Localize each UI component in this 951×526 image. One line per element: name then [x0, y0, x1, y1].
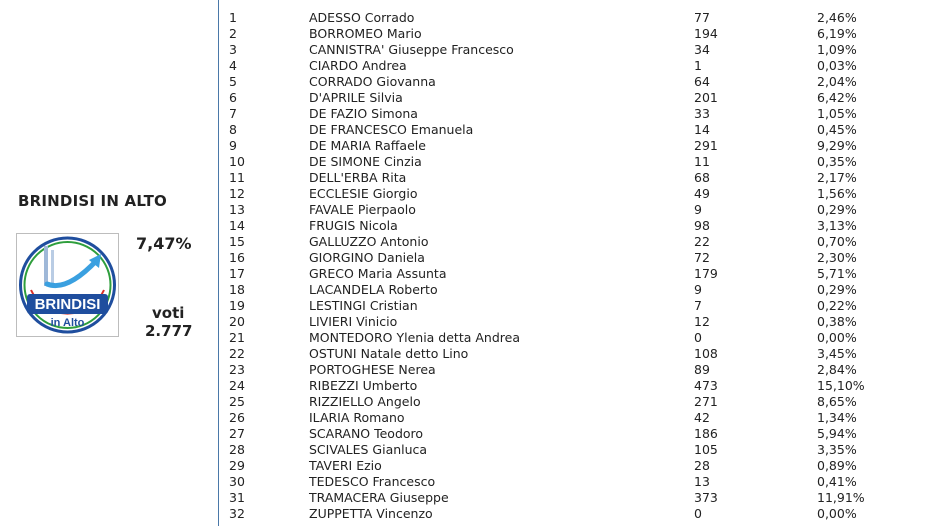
- candidate-percent: 11,91%: [817, 490, 865, 505]
- candidate-percent: 2,46%: [817, 10, 857, 25]
- candidate-row: [229, 42, 929, 58]
- candidate-percent: 1,34%: [817, 410, 857, 425]
- candidate-votes: 186: [694, 426, 718, 441]
- candidate-number: 19: [229, 298, 245, 313]
- candidate-row: [229, 122, 929, 138]
- candidate-row: [229, 90, 929, 106]
- candidate-number: 27: [229, 426, 245, 441]
- candidate-percent: 1,09%: [817, 42, 857, 57]
- candidate-votes: 42: [694, 410, 710, 425]
- candidate-votes: 0: [694, 506, 702, 521]
- candidate-name: GRECO Maria Assunta: [309, 266, 447, 281]
- candidate-number: 11: [229, 170, 245, 185]
- candidate-row: [229, 298, 929, 314]
- candidate-percent: 0,00%: [817, 506, 857, 521]
- candidate-row: [229, 458, 929, 474]
- candidate-percent: 2,17%: [817, 170, 857, 185]
- candidate-votes: 11: [694, 154, 710, 169]
- candidate-votes: 89: [694, 362, 710, 377]
- candidate-number: 15: [229, 234, 245, 249]
- candidate-row: [229, 362, 929, 378]
- candidate-row: [229, 330, 929, 346]
- candidate-percent: 0,29%: [817, 282, 857, 297]
- candidate-name: CIARDO Andrea: [309, 58, 407, 73]
- candidate-number: 13: [229, 202, 245, 217]
- candidate-name: LIVIERI Vinicio: [309, 314, 398, 329]
- candidate-name: TEDESCO Francesco: [309, 474, 436, 489]
- candidate-votes: 98: [694, 218, 710, 233]
- candidate-row: [229, 410, 929, 426]
- votes-label: voti: [152, 304, 185, 322]
- candidate-percent: 0,03%: [817, 58, 857, 73]
- candidate-number: 31: [229, 490, 245, 505]
- candidate-percent: 3,45%: [817, 346, 857, 361]
- candidate-votes: 194: [694, 26, 718, 41]
- candidate-votes: 108: [694, 346, 718, 361]
- svg-text:in Alto: in Alto: [50, 317, 85, 329]
- candidate-number: 14: [229, 218, 245, 233]
- candidate-votes: 68: [694, 170, 710, 185]
- candidate-row: [229, 154, 929, 170]
- candidate-percent: 2,04%: [817, 74, 857, 89]
- candidate-name: PORTOGHESE Nerea: [309, 362, 436, 377]
- candidate-row: [229, 426, 929, 442]
- candidate-votes: 12: [694, 314, 710, 329]
- candidate-row: [229, 186, 929, 202]
- candidate-name: GALLUZZO Antonio: [309, 234, 429, 249]
- candidate-percent: 0,38%: [817, 314, 857, 329]
- candidate-row: [229, 10, 929, 26]
- candidate-name: DE MARIA Raffaele: [309, 138, 426, 153]
- candidate-percent: 0,29%: [817, 202, 857, 217]
- candidate-votes: 0: [694, 330, 702, 345]
- candidate-name: TAVERI Ezio: [309, 458, 382, 473]
- candidate-number: 1: [229, 10, 237, 25]
- candidate-name: DE FAZIO Simona: [309, 106, 418, 121]
- candidate-row: [229, 234, 929, 250]
- candidate-name: CORRADO Giovanna: [309, 74, 436, 89]
- candidate-name: RIZZIELLO Angelo: [309, 394, 421, 409]
- candidate-percent: 1,05%: [817, 106, 857, 121]
- candidate-percent: 2,84%: [817, 362, 857, 377]
- party-summary-panel: [0, 0, 218, 526]
- candidate-name: ILARIA Romano: [309, 410, 405, 425]
- candidate-number: 2: [229, 26, 237, 41]
- party-logo: [16, 233, 119, 337]
- candidate-votes: 271: [694, 394, 718, 409]
- candidates-table: [229, 10, 929, 522]
- candidate-votes: 105: [694, 442, 718, 457]
- candidate-number: 28: [229, 442, 245, 457]
- candidate-name: FAVALE Pierpaolo: [309, 202, 416, 217]
- candidate-percent: 0,89%: [817, 458, 857, 473]
- candidate-row: [229, 170, 929, 186]
- brindisi-in-alto-logo-icon: [17, 234, 118, 336]
- candidate-row: [229, 474, 929, 490]
- candidate-name: OSTUNI Natale detto Lino: [309, 346, 469, 361]
- candidate-number: 32: [229, 506, 245, 521]
- candidate-name: BORROMEO Mario: [309, 26, 422, 41]
- candidate-row: [229, 346, 929, 362]
- candidate-percent: 5,94%: [817, 426, 857, 441]
- candidate-row: [229, 26, 929, 42]
- candidate-number: 26: [229, 410, 245, 425]
- candidate-votes: 49: [694, 186, 710, 201]
- candidate-votes: 201: [694, 90, 718, 105]
- candidate-row: [229, 250, 929, 266]
- candidate-row: [229, 74, 929, 90]
- candidate-number: 16: [229, 250, 245, 265]
- candidate-row: [229, 394, 929, 410]
- candidate-number: 22: [229, 346, 245, 361]
- candidate-votes: 34: [694, 42, 710, 57]
- candidate-number: 4: [229, 58, 237, 73]
- candidate-number: 21: [229, 330, 245, 345]
- candidate-votes: 77: [694, 10, 710, 25]
- candidate-row: [229, 58, 929, 74]
- candidate-name: DE SIMONE Cinzia: [309, 154, 422, 169]
- candidate-name: SCARANO Teodoro: [309, 426, 424, 441]
- candidate-votes: 28: [694, 458, 710, 473]
- candidate-row: [229, 266, 929, 282]
- candidate-percent: 0,00%: [817, 330, 857, 345]
- candidate-number: 25: [229, 394, 245, 409]
- candidate-name: FRUGIS Nicola: [309, 218, 398, 233]
- candidate-name: ECCLESIE Giorgio: [309, 186, 418, 201]
- candidate-row: [229, 202, 929, 218]
- candidate-percent: 6,42%: [817, 90, 857, 105]
- candidate-name: CANNISTRA' Giuseppe Francesco: [309, 42, 514, 57]
- column-divider: [218, 0, 219, 526]
- candidate-percent: 0,70%: [817, 234, 857, 249]
- candidate-percent: 0,35%: [817, 154, 857, 169]
- candidate-number: 10: [229, 154, 245, 169]
- candidate-number: 17: [229, 266, 245, 281]
- candidate-row: [229, 490, 929, 506]
- party-name: BRINDISI IN ALTO: [18, 192, 167, 210]
- candidate-percent: 0,22%: [817, 298, 857, 313]
- votes-count: 2.777: [145, 322, 193, 340]
- candidate-percent: 2,30%: [817, 250, 857, 265]
- candidate-votes: 1: [694, 58, 702, 73]
- candidate-name: DELL'ERBA Rita: [309, 170, 407, 185]
- candidate-number: 3: [229, 42, 237, 57]
- candidate-percent: 5,71%: [817, 266, 857, 281]
- svg-text:BRINDISI: BRINDISI: [34, 296, 101, 313]
- candidate-name: LACANDELA Roberto: [309, 282, 438, 297]
- candidate-row: [229, 378, 929, 394]
- candidate-number: 9: [229, 138, 237, 153]
- candidate-percent: 3,35%: [817, 442, 857, 457]
- candidate-percent: 8,65%: [817, 394, 857, 409]
- candidate-votes: 9: [694, 282, 702, 297]
- candidate-votes: 22: [694, 234, 710, 249]
- candidate-number: 29: [229, 458, 245, 473]
- candidate-row: [229, 106, 929, 122]
- candidate-percent: 0,41%: [817, 474, 857, 489]
- candidate-row: [229, 218, 929, 234]
- candidate-number: 7: [229, 106, 237, 121]
- candidate-votes: 13: [694, 474, 710, 489]
- candidate-votes: 373: [694, 490, 718, 505]
- candidate-percent: 9,29%: [817, 138, 857, 153]
- candidate-number: 30: [229, 474, 245, 489]
- candidate-row: [229, 506, 929, 522]
- candidate-name: ADESSO Corrado: [309, 10, 415, 25]
- candidate-votes: 473: [694, 378, 718, 393]
- candidate-name: TRAMACERA Giuseppe: [309, 490, 449, 505]
- candidate-name: GIORGINO Daniela: [309, 250, 425, 265]
- candidate-name: MONTEDORO Ylenia detta Andrea: [309, 330, 520, 345]
- candidate-percent: 3,13%: [817, 218, 857, 233]
- candidate-number: 18: [229, 282, 245, 297]
- candidate-number: 20: [229, 314, 245, 329]
- candidate-name: ZUPPETTA Vincenzo: [309, 506, 433, 521]
- candidate-name: D'APRILE Silvia: [309, 90, 403, 105]
- candidate-votes: 291: [694, 138, 718, 153]
- candidate-row: [229, 138, 929, 154]
- candidate-votes: 7: [694, 298, 702, 313]
- party-percent: 7,47%: [136, 234, 192, 253]
- candidate-name: SCIVALES Gianluca: [309, 442, 428, 457]
- candidate-number: 5: [229, 74, 237, 89]
- candidate-votes: 64: [694, 74, 710, 89]
- candidate-votes: 14: [694, 122, 710, 137]
- candidate-votes: 9: [694, 202, 702, 217]
- candidate-number: 6: [229, 90, 237, 105]
- candidate-number: 23: [229, 362, 245, 377]
- candidate-name: DE FRANCESCO Emanuela: [309, 122, 474, 137]
- candidate-number: 8: [229, 122, 237, 137]
- candidate-name: LESTINGI Cristian: [309, 298, 418, 313]
- candidate-votes: 33: [694, 106, 710, 121]
- candidate-votes: 179: [694, 266, 718, 281]
- candidate-number: 12: [229, 186, 245, 201]
- candidate-percent: 0,45%: [817, 122, 857, 137]
- candidate-votes: 72: [694, 250, 710, 265]
- candidate-name: RIBEZZI Umberto: [309, 378, 418, 393]
- candidate-row: [229, 442, 929, 458]
- candidate-percent: 15,10%: [817, 378, 865, 393]
- candidate-percent: 1,56%: [817, 186, 857, 201]
- candidate-row: [229, 314, 929, 330]
- candidate-number: 24: [229, 378, 245, 393]
- candidate-row: [229, 282, 929, 298]
- candidate-percent: 6,19%: [817, 26, 857, 41]
